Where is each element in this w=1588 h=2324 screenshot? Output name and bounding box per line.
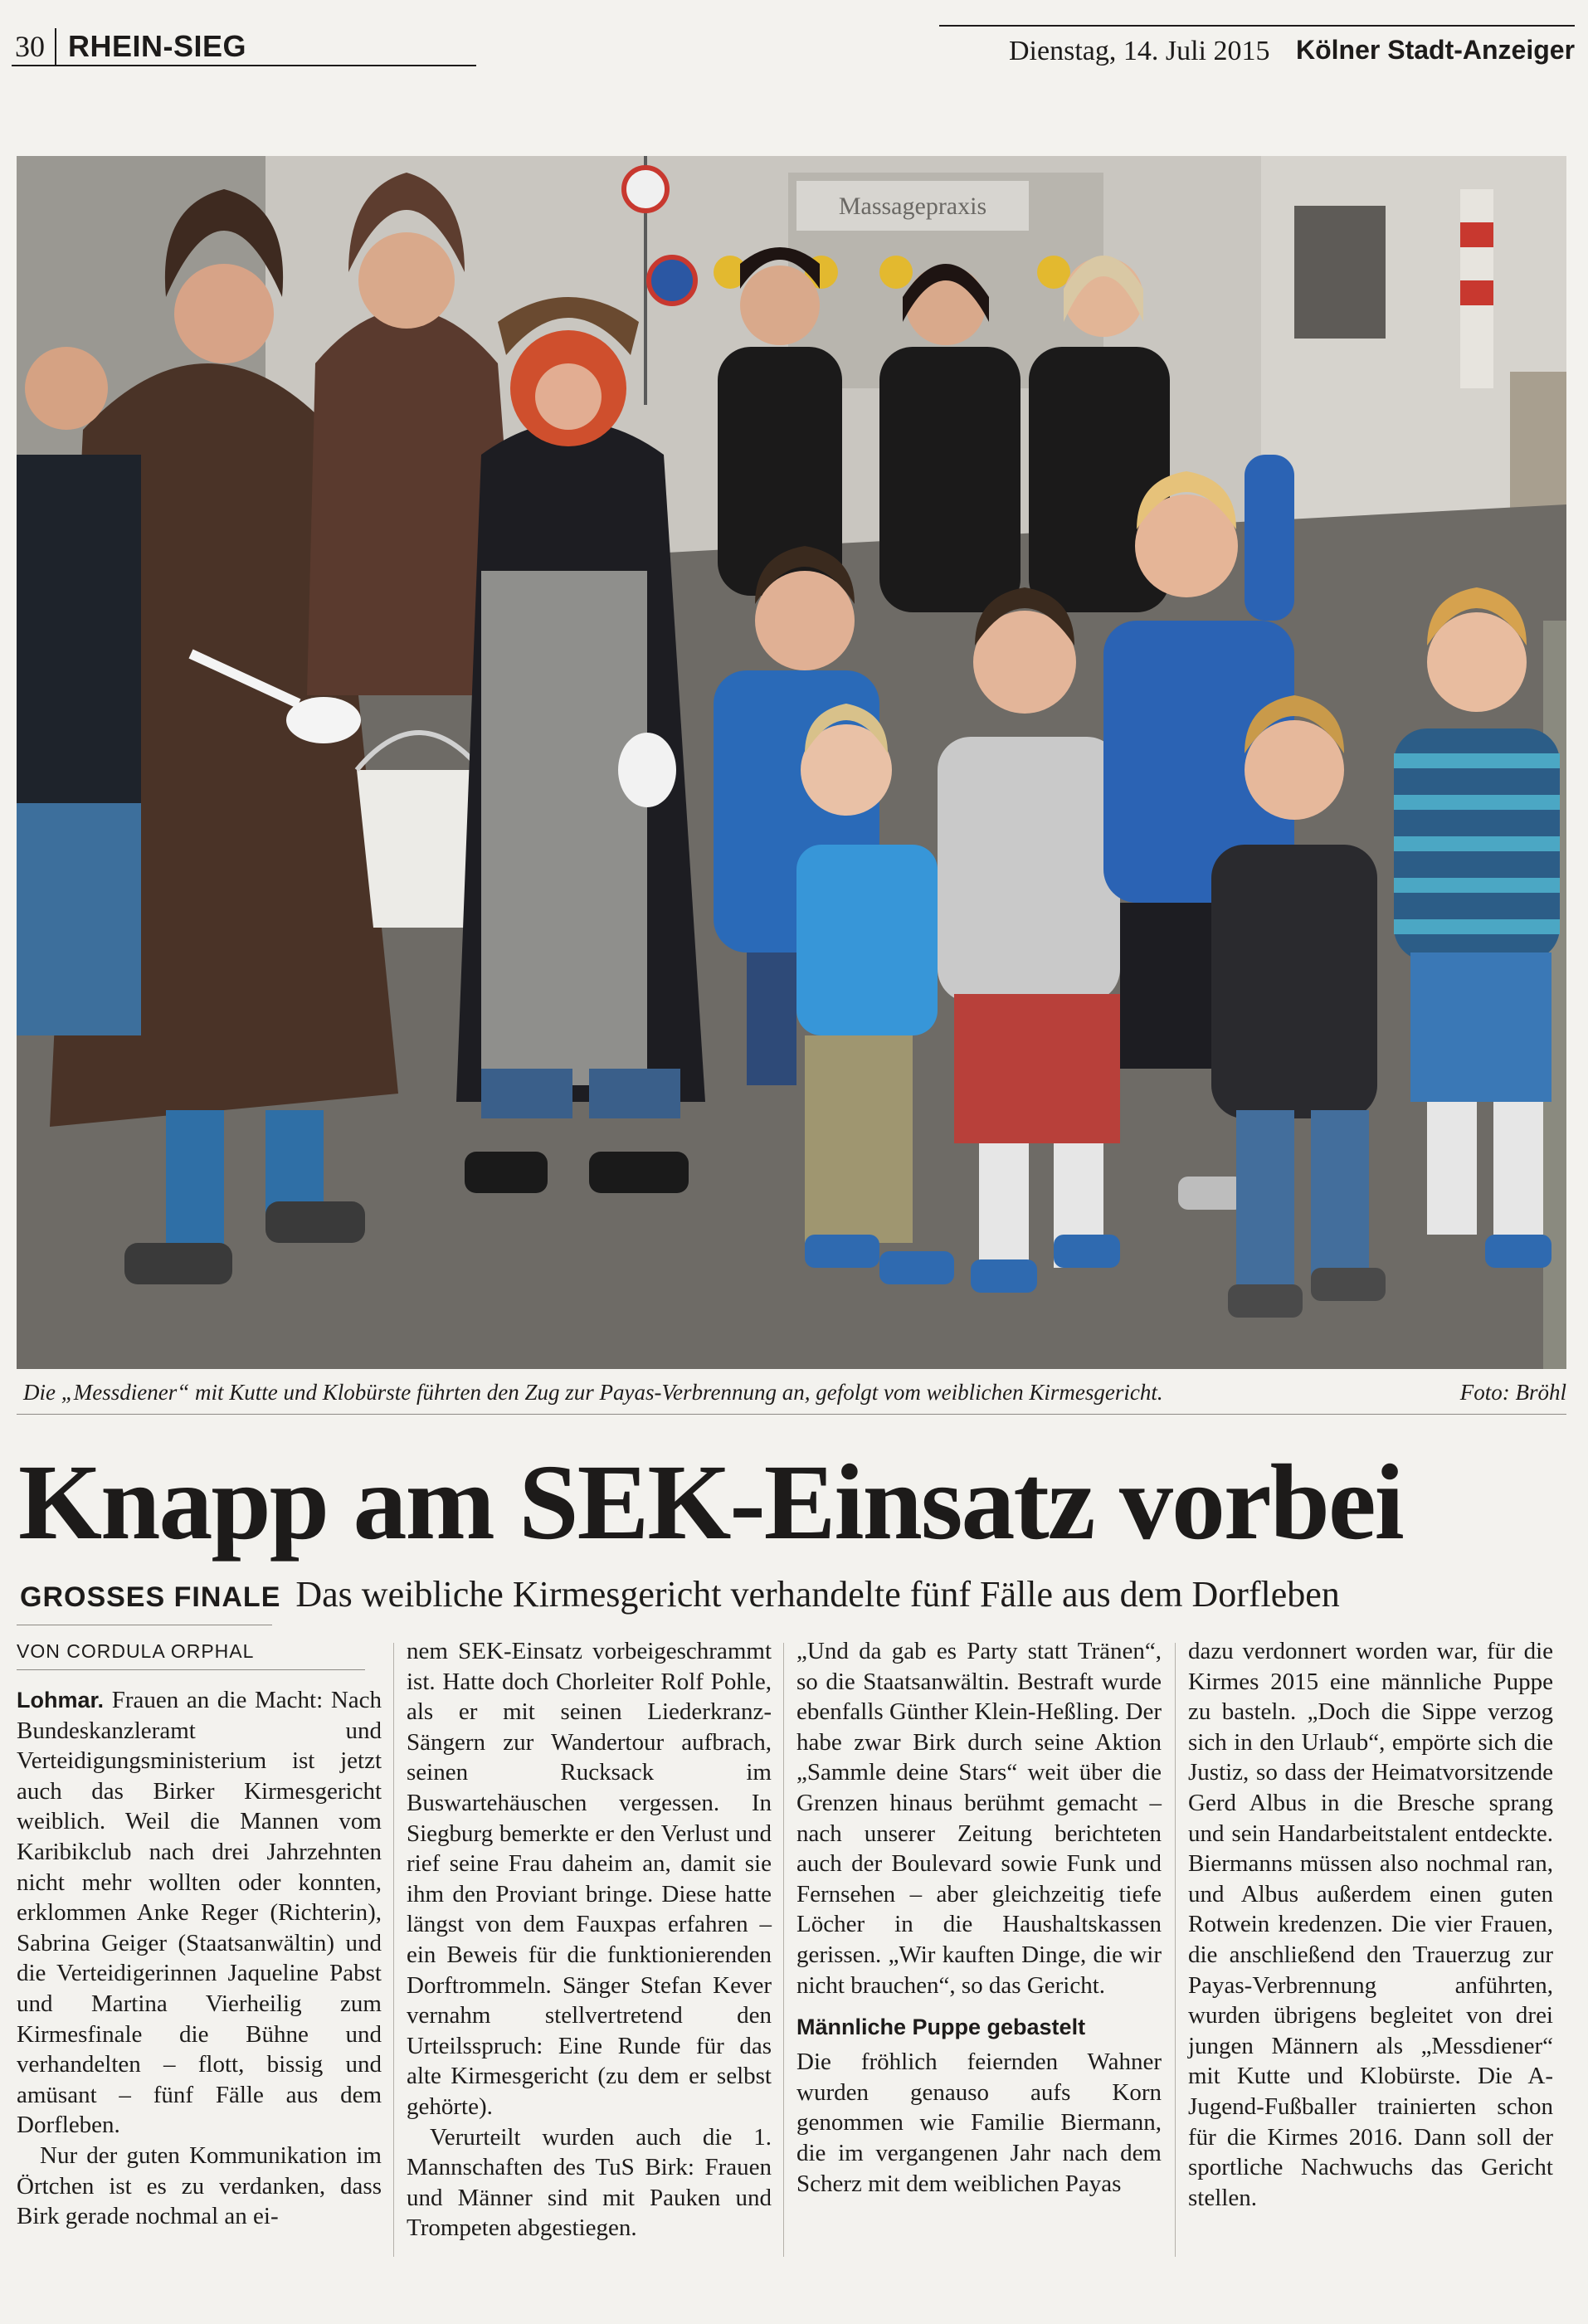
subtitle: Das weibliche Kirmesgericht verhandelte fünf Fälle aus dem Dorfleben: [295, 1574, 1340, 1615]
column-divider: [783, 1643, 784, 2257]
paragraph: „Und da gab es Party statt Tränen“, so die Staatsanwältin. Bestraft wurde ebenfalls Günther Klein-Heßling. Der habe zwar Birk durch seine Aktion „Sammle deine Stars“ weit über die Grenzen hinaus berühmt gemacht – nach unserer Zeitung berichteten auch der Boulevard sowie Funk und Fernsehen – aber gleichzeitig tiefe Löcher in die Haushaltskassen gerissen. „Wir kauften Dinge, die wir nicht brauchen“, so das Gericht.: [796, 1638, 1162, 1999]
article-column-2: [407, 1636, 772, 2244]
article-column-4: [1188, 1636, 1553, 2213]
subheadline: [20, 1573, 1563, 1621]
paragraph-text: Frauen an die Macht: Nach Bundeskanzleramt und Verteidigungsministerium ist jetzt auch das Birker Kirmesgericht weiblich. Weil die Mannen vom Karibikclub nach drei Jahrzehnten nicht mehr wollten oder konnten, erklommen Anke Reger (Richterin), Sabrina Geiger (Staatsanwältin) und die Verteidigerinnen Jaqueline Pabst und Martina Vierheilig zum Kirmesfinale die Bühne und verhandelten – flott, bissig und amüsant – fünf Fälle aus dem Dorfleben.: [17, 1687, 382, 2139]
paragraph: Nur der guten Kommunikation im Örtchen ist es zu verdanken, dass Birk gerade nochmal an ei-: [17, 2141, 382, 2230]
page-number: 30: [15, 30, 45, 63]
caption-text: Die „Messdiener“ mit Kutte und Klobürste führten den Zug zur Payas-Verbrennung an, gefolgt vom weiblichen Kirmesgericht.: [23, 1380, 1163, 1405]
caption-rule: [17, 1414, 1566, 1415]
section-label: RHEIN-SIEG: [68, 29, 247, 63]
paragraph: nem SEK-Einsatz vorbeigeschrammt ist. Hatte doch Chorleiter Rolf Pohle, als er mit seinen Liederkranz-Sängern zur Wandertour aufbrach, seinen Rucksack im Buswartehäuschen vergessen. In Siegburg bemerkte er den Verlust und rief seine Frau daheim an, damit sie ihm den Proviant bringe. Diese hatte längst von dem Fauxpas erfahren – ein Beweis für die funktionierenden Dorftrommeln. Sänger Stefan Kever vernahm stellvertretend den Urteilsspruch: Eine Runde für das alte Kirmesgericht (zu dem er selbst gehörte).: [407, 1638, 772, 2120]
dateline: Lohmar.: [17, 1688, 105, 1713]
photo-caption: [23, 1377, 1566, 1407]
article-photo: [17, 156, 1566, 1369]
paragraph: dazu verdonnert worden war, für die Kirmes 2015 eine männliche Puppe zu basteln. „Doch die Sippe verzog sich in den Urlaub“, empörte sich die Justiz, so dass der Heimatvorsitzende Gerd Albus in die Bresche sprang und sein Handarbeitstalent entdeckte. Biermanns müssen also nochmal ran, und Albus außerdem einen guten Rotwein kredenzen. Die vier Frauen, die anschließend den Trauerzug zur Payas-Verbrennung anführten, wurden übrigens begleitet von drei jungen Männern als „Messdiener“ mit Kutte und Klobürste. Die A-Jugend-Fußballer trainierten schon für die Kirmes 2016. Dann soll der sportliche Nachwuchs das Gericht stellen.: [1188, 1638, 1553, 2211]
article-column-3: [796, 1636, 1162, 2199]
paragraph: Verurteilt wurden auch die 1. Mannschaften des TuS Birk: Frauen und Männer sind mit Pauken und Trompeten abgestiegen.: [407, 2123, 772, 2242]
page-header: [0, 0, 1588, 75]
header-divider: [55, 28, 56, 66]
column-divider: [1175, 1643, 1176, 2257]
headline: Knapp am SEK-Einsatz vorbei: [18, 1443, 1403, 1562]
issue-date: Dienstag, 14. Juli 2015: [1009, 36, 1270, 66]
article-column-1: [17, 1636, 382, 2232]
section-subheading: Männliche Puppe gebastelt: [796, 2015, 1086, 2040]
kicker: GROSSES FINALE: [20, 1581, 281, 1613]
header-rule-left: [12, 65, 476, 66]
byline: VON CORDULA ORPHAL: [17, 1636, 365, 1670]
photo-credit: Foto: Bröhl: [1459, 1380, 1566, 1405]
paragraph: Die fröhlich feiernden Wahner wurden genauso aufs Korn genommen wie Familie Biermann, die im vergangenen Jahr nach dem Scherz mit dem weiblichen Payas: [796, 2049, 1162, 2197]
paragraph: [17, 1685, 382, 2141]
publication-name: Kölner Stadt-Anzeiger: [1296, 35, 1576, 65]
shop-sign-text: Massagepraxis: [838, 192, 987, 220]
column-divider: [393, 1643, 394, 2257]
header-rule-right: [939, 25, 1575, 27]
